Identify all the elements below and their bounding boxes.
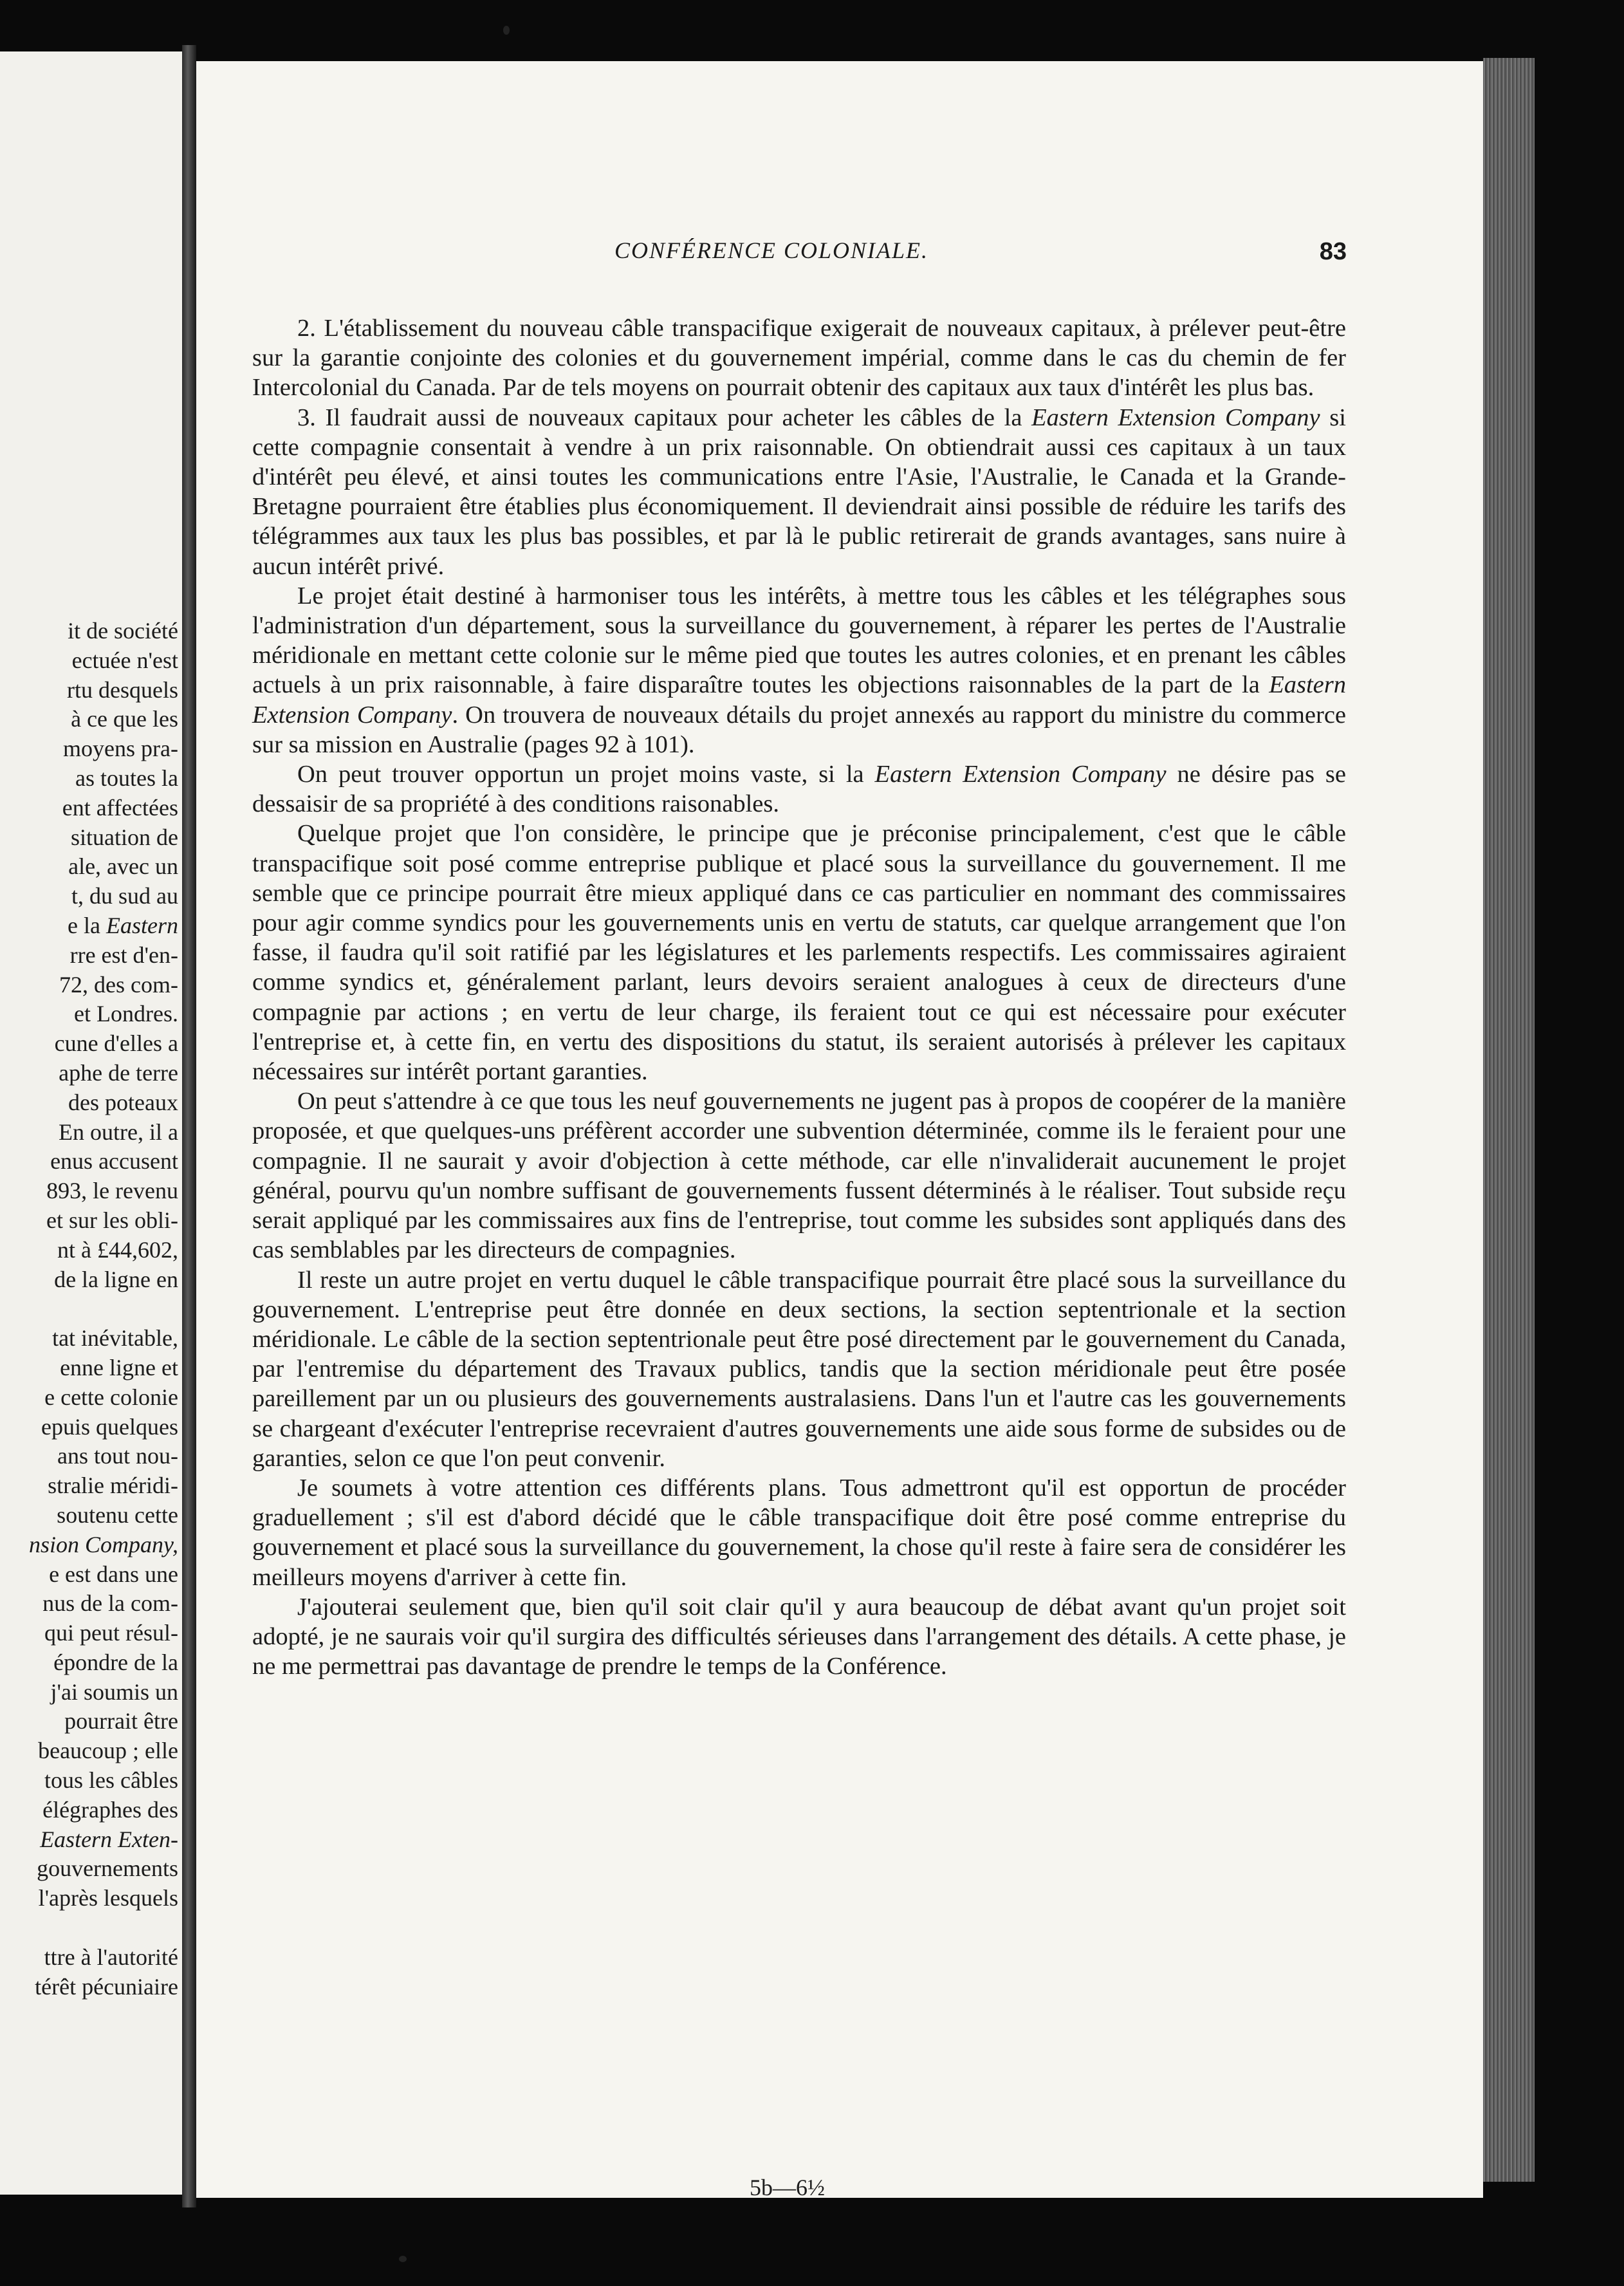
facing-page-line: à ce que les <box>71 706 178 732</box>
signature-mark: 5b—6½ <box>750 2175 825 2200</box>
facing-page-line: gouvernements <box>37 1855 178 1882</box>
facing-page-line: enus accusent <box>50 1148 178 1175</box>
facing-page-line: enne ligne et <box>60 1354 178 1380</box>
facing-page-line <box>0 1294 178 1324</box>
paragraph: J'ajouterai seulement que, bien qu'il soit clair qu'il y aura beaucoup de débat avant qu'un projet soit adopté, je ne saurais voir qu'il surgira des difficultés sérieuses dans l'arrangement des détails. A cette phase, je ne me permettrai pas davantage de prendre le temps de la Conférence. <box>252 1593 1346 1680</box>
body-text <box>252 313 1346 1681</box>
facing-page-line <box>0 1913 178 1943</box>
facing-page-line: tous les câbles <box>44 1767 178 1794</box>
facing-page-line: des poteaux <box>68 1089 178 1115</box>
facing-page-line: nt à £44,602, <box>57 1236 178 1263</box>
facing-page-line: ectuée n'est <box>71 647 178 673</box>
page-number: 83 <box>1319 238 1347 265</box>
facing-page-line: Eastern Exten- <box>40 1826 178 1852</box>
facing-page-line: ale, avec un <box>68 853 178 880</box>
facing-page-line: epuis quelques <box>41 1413 178 1440</box>
facing-page-line: et Londres. <box>74 1001 178 1027</box>
facing-page-line: e est dans une <box>49 1561 178 1587</box>
facing-page-line: En outre, il a <box>59 1119 178 1145</box>
page-header <box>196 237 1347 269</box>
print-speck <box>503 26 510 35</box>
paragraph: 3. Il faudrait aussi de nouveaux capitaux pour acheter les câbles de la Eastern Extension Company si cette compagnie consentait à vendre à un prix raisonnable. On obtiendrait aussi ces capitaux à un taux d'intérêt peu élevé, et ainsi toutes les communications entre l'Asie, l'Australie, le Canada et la Grande-Bretagne pourraient être établies plus économiquement. Il deviendrait ainsi possible de réduire les tarifs des télégrammes aux taux les plus bas possibles, et par là le public retirerait de grands avantages, sans nuire à aucun intérêt privé. <box>252 404 1346 580</box>
facing-page-line: élégraphes des <box>42 1796 178 1823</box>
facing-page-line: qui peut résul- <box>44 1620 178 1646</box>
facing-page-line: épondre de la <box>53 1649 178 1675</box>
facing-page-line: e cette colonie <box>44 1384 178 1410</box>
facing-page-line: nsion Company, <box>28 1531 178 1557</box>
facing-page-line: rre est d'en- <box>69 942 178 968</box>
facing-page-line: 72, des com- <box>59 971 178 998</box>
facing-page-line: soutenu cette <box>57 1501 178 1528</box>
facing-page-line: as toutes la <box>75 765 178 791</box>
facing-page-line: nus de la com- <box>42 1590 178 1617</box>
page-edges <box>1483 58 1535 2182</box>
facing-page-line: térêt pécuniaire <box>35 1973 178 2000</box>
paragraph: Il reste un autre projet en vertu duquel le câble transpacifique pourrait être placé sous la surveillance du gouvernement. L'entreprise peut être donnée en deux sections, la section septentrionale et la section méridionale. Le câble de la section septentrionale peut être posé directement par le gouvernement du Canada, par l'entremise du département des Travaux publics, tandis que la section méridionale peut être posée pareillement par un ou plusieurs des gouvernements australasiens. Dans l'un et l'autre cas les gouvernements se chargeant d'exécuter l'entreprise recevraient d'autres gouvernements une aide sous forme de subsides ou de garanties, selon ce que l'on peut convenir. <box>252 1266 1346 1472</box>
facing-page-line: cune d'elles a <box>54 1030 178 1057</box>
facing-page-line: tat inévitable, <box>52 1325 178 1352</box>
paragraph: Je soumets à votre attention ces différents plans. Tous admettront qu'il est opportun de procéder graduellement ; s'il est d'abord décidé que le câble transpacifique doit être posé comme entreprise du gouvernement et placé sous la surveillance du gouvernement, la chose qu'il reste à faire sera de considérer les meilleurs moyens d'arriver à cette fin. <box>252 1474 1346 1591</box>
paragraph: 2. L'établissement du nouveau câble transpacifique exigerait de nouveaux capitaux, à prélever peut-être sur la garantie conjointe des colonies et du gouvernement impérial, comme dans le cas du chemin de fer Intercolonial du Canada. Par de tels moyens on pourrait obtenir des capitaux aux taux d'intérêt les plus bas. <box>252 315 1346 402</box>
facing-page-line: pourrait être <box>64 1708 178 1734</box>
facing-page-line: stralie méridi- <box>48 1473 178 1499</box>
facing-page-line: ans tout nou- <box>57 1443 178 1469</box>
print-speck <box>399 2256 407 2262</box>
paragraph: Quelque projet que l'on considère, le principe que je préconise principalement, c'est que le câble transpacifique soit posé comme entreprise publique et placé sous la surveillance du gouvernement. Il me semble que ce principe pourrait être mieux appliqué dans ce cas particulier en nommant des commissaires pour agir comme syndics pour les gouvernements unis en vertu de statuts, car quelque arrangement que l'on fasse, il faudra qu'il soit ratifié par les législatures et les parlements respectifs. Les commissaires agiraient comme syndics et, généralement parlant, leurs devoirs seraient analogues à ceux de directeurs d'une compagnie par actions ; en vertu de leur charge, ils feraient tout ce qui est nécessaire pour exécuter l'entreprise et, à cette fin, en vertu des dispositions du statut, ils seraient autorisés à prélever les capitaux nécessaires sur intérêt portant garanties. <box>252 820 1346 1086</box>
facing-page-line: beaucoup ; elle <box>38 1738 178 1764</box>
facing-page-line: moyens pra- <box>63 736 178 762</box>
book-gutter <box>182 45 196 2207</box>
paragraph: On peut s'attendre à ce que tous les neuf gouvernements ne jugent pas à propos de coopérer de la manière proposée, et que quelques-uns préfèrent accorder une subvention déterminée, comme ils le feraient pour une compagnie. Il ne saurait y avoir d'objection à cette méthode, car elle n'invaliderait aucunement le projet général, pourvu qu'un nombre suffisant de gouvernements fussent déterminés à le réaliser. Tout subside reçu serait appliqué par les commissaires aux fins de l'entreprise, tout comme les subsides sont appliqués dans des cas semblables par les directeurs de compagnies. <box>252 1088 1346 1264</box>
facing-page-text <box>0 617 178 2002</box>
running-title: CONFÉRENCE COLONIALE. <box>614 237 929 263</box>
facing-page-line: situation de <box>71 824 178 850</box>
facing-page-line: de la ligne en <box>54 1266 178 1292</box>
facing-page-line: et sur les obli- <box>46 1207 178 1233</box>
facing-page-line: ent affectées <box>62 794 178 821</box>
facing-page-line: aphe de terre <box>59 1059 178 1086</box>
facing-page-line: l'après lesquels <box>38 1885 178 1911</box>
paragraph: Le projet était destiné à harmoniser tous les intérêts, à mettre tous les câbles et les télégraphes sous l'administration d'un département, sous la surveillance du gouvernement, à réparer les pertes de l'Australie méridionale en mettant cette colonie sur le même pied que toutes les autres colonies, et en prenant les câbles actuels à un prix raisonnable, à faire disparaître toutes les objections raisonnables de la part de la Eastern Extension Company. On trouvera de nouveaux détails du projet annexés au rapport du ministre du commerce sur sa mission en Australie (pages 92 à 101). <box>252 582 1347 758</box>
facing-page-line: 893, le revenu <box>46 1178 178 1204</box>
facing-page-fragment <box>0 51 186 2195</box>
paragraph: On peut trouver opportun un projet moins vaste, si la Eastern Extension Company ne désire pas se dessaisir de sa propriété à des conditions raisonables. <box>252 761 1347 818</box>
facing-page-line: rtu desquels <box>67 676 178 703</box>
facing-page-line: it de société <box>68 618 178 644</box>
facing-page-line: t, du sud au <box>71 883 178 909</box>
facing-page-line: ttre à l'autorité <box>44 1944 178 1970</box>
facing-page-line: j'ai soumis un <box>50 1678 178 1705</box>
facing-page-line: e la Eastern <box>68 912 178 938</box>
